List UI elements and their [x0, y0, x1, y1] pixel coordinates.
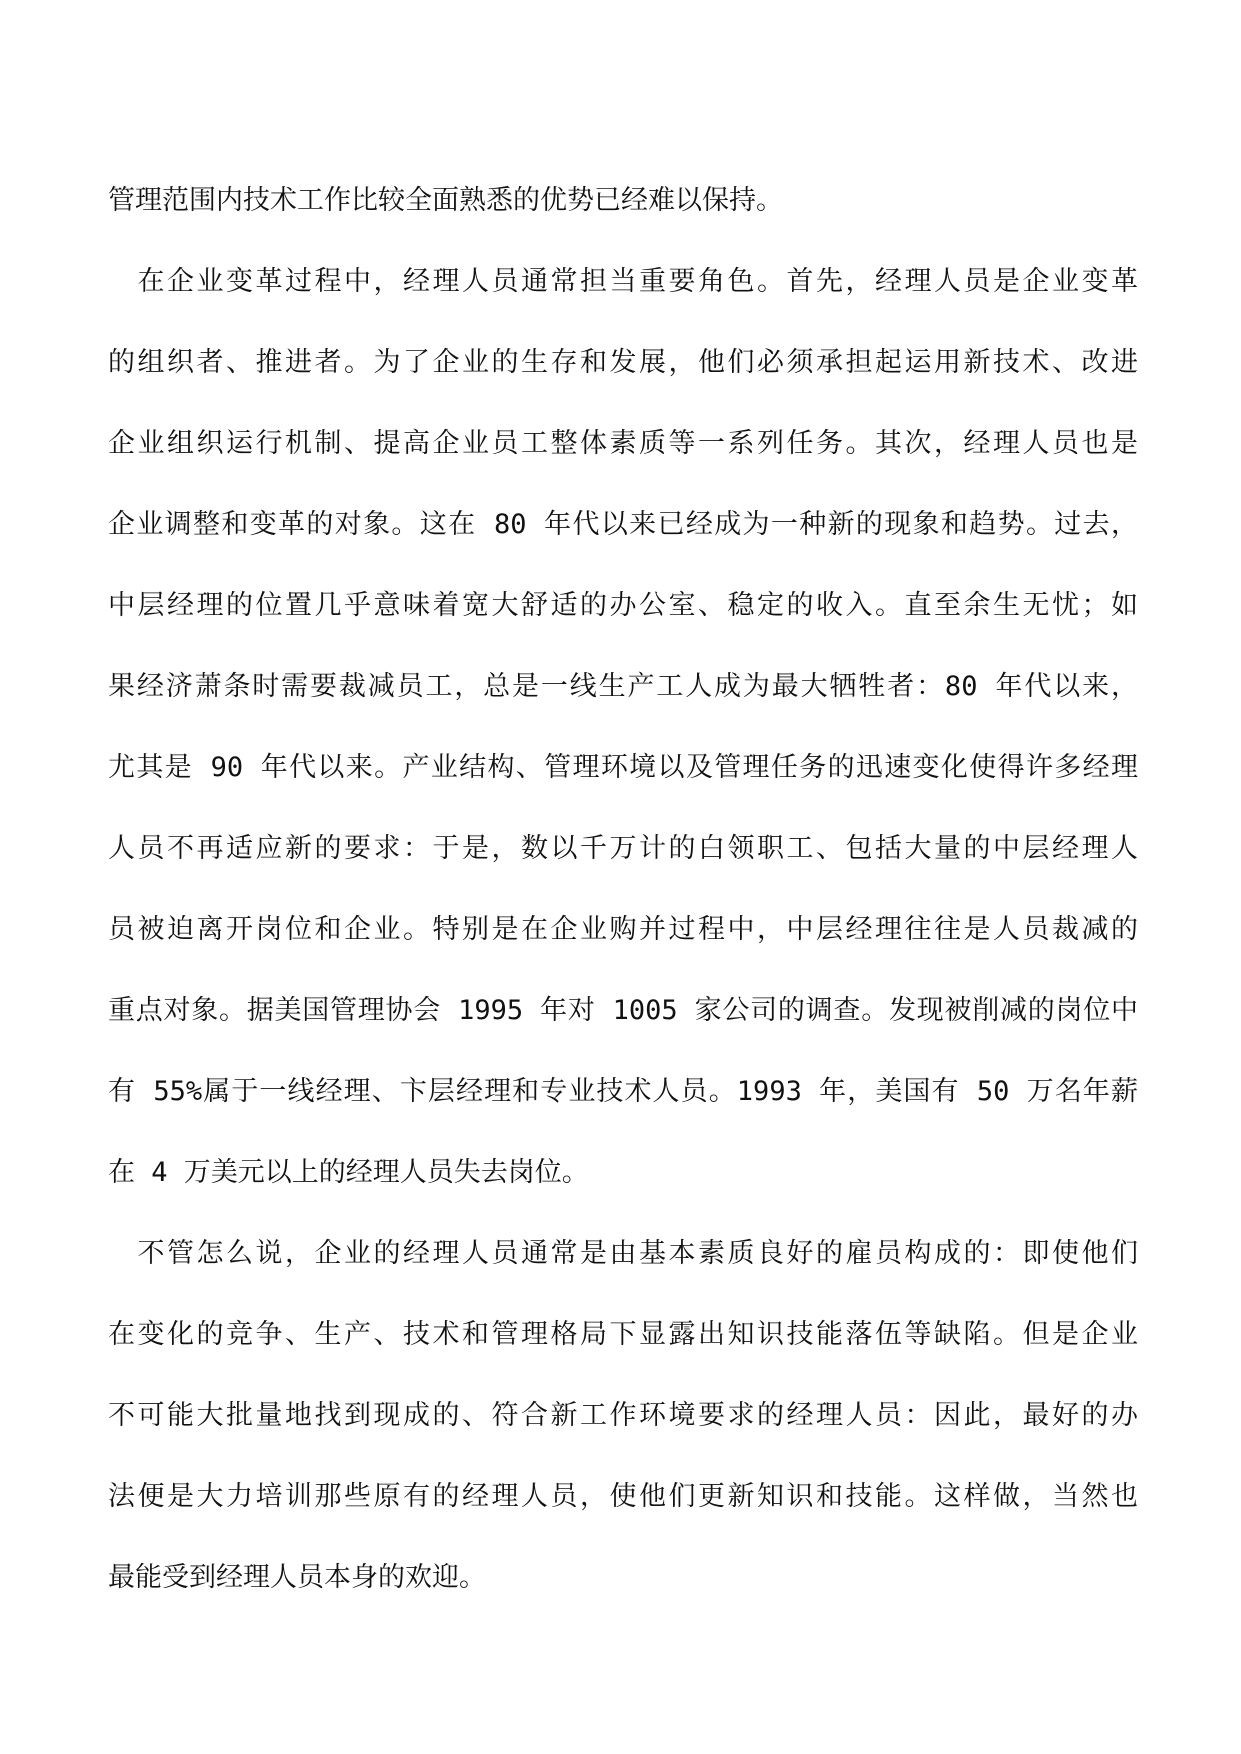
text-line: 不管怎么说，企业的经理人员通常是由基本素质良好的雇员构成的：即使他们 [108, 1238, 1138, 1269]
body-text [108, 160, 1138, 1618]
text-line: 的组织者、推进者。为了企业的生存和发展，他们必须承担起运用新技术、改进 [108, 347, 1138, 378]
text-line: 管理范围内技术工作比较全面熟悉的优势已经难以保持。 [108, 185, 783, 216]
text-line: 最能受到经理人员本身的欢迎。 [108, 1562, 486, 1593]
paragraph-2 [108, 241, 1138, 1213]
text-line: 在企业变革过程中，经理人员通常担当重要角色。首先，经理人员是企业变革 [108, 266, 1138, 297]
text-line: 企业组织运行机制、提高企业员工整体素质等一系列任务。其次，经理人员也是 [108, 428, 1138, 459]
text-line: 果经济萧条时需要裁减员工，总是一线生产工人成为最大牺牲者：80 年代以来， [108, 671, 1138, 702]
text-line: 人员不再适应新的要求：于是，数以千万计的白领职工、包括大量的中层经理人 [108, 833, 1138, 864]
paragraph-1 [108, 160, 1138, 241]
text-line: 不可能大批量地找到现成的、符合新工作环境要求的经理人员：因此，最好的办 [108, 1400, 1138, 1431]
text-line: 在变化的竞争、生产、技术和管理格局下显露出知识技能落伍等缺陷。但是企业 [108, 1319, 1138, 1350]
text-line: 员被迫离开岗位和企业。特别是在企业购并过程中，中层经理往往是人员裁减的 [108, 914, 1138, 945]
text-line: 尤其是 90 年代以来。产业结构、管理环境以及管理任务的迅速变化使得许多经理 [108, 752, 1138, 783]
text-line: 中层经理的位置几乎意味着宽大舒适的办公室、稳定的收入。直至余生无忧；如 [108, 590, 1138, 621]
text-line: 法便是大力培训那些原有的经理人员，使他们更新知识和技能。这样做，当然也 [108, 1481, 1138, 1512]
paragraph-3 [108, 1213, 1138, 1618]
text-line: 有 55%属于一线经理、卞层经理和专业技术人员。1993 年，美国有 50 万名年薪 [108, 1076, 1138, 1107]
text-line: 重点对象。据美国管理协会 1995 年对 1005 家公司的调查。发现被削减的岗位中 [108, 995, 1138, 1026]
text-line: 企业调整和变革的对象。这在 80 年代以来已经成为一种新的现象和趋势。过去， [108, 509, 1138, 540]
text-line: 在 4 万美元以上的经理人员失去岗位。 [108, 1157, 589, 1188]
